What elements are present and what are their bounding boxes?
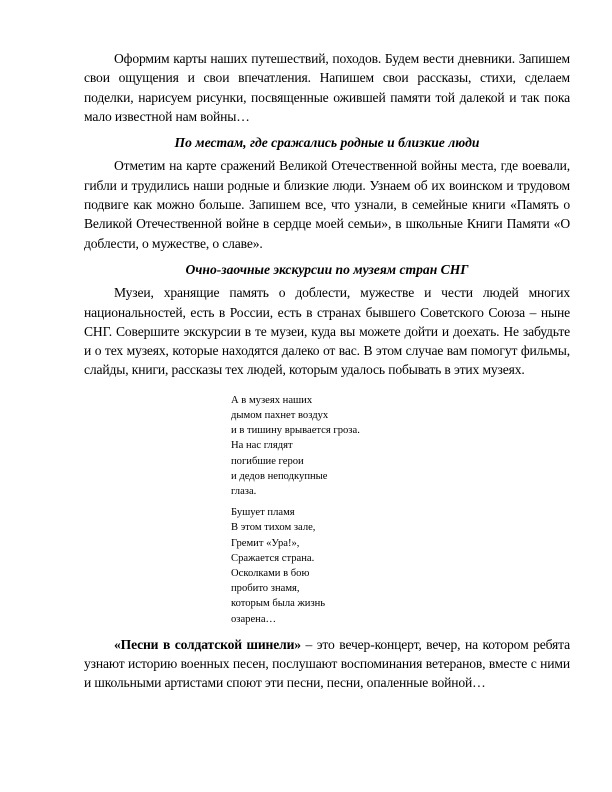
poem-stanza-1: [231, 393, 570, 499]
poem-line: погибшие герои: [231, 455, 304, 467]
poem-line: озарена…: [231, 613, 277, 625]
concert-description: – это вечер-концерт, вечер, на котором ребята узнают историю военных песен, послушают воспоминания ветеранов, вместе с ними и школьными артистами споют эти песни, песни, опаленные войной…: [84, 636, 570, 691]
paragraph-family-memory: Отметим на карте сражений Великой Отечественной войны места, где воевали, гибли и трудились наши родные и близкие люди. Узнаем об их воинском и трудовом подвиге как можно больше. Запишем все, что узнали, в семейные книги «Память о Великой Отечественной войне в сердце моей семьи», в школьные Книги Памяти «О доблести, о мужестве, о славе».: [84, 158, 570, 251]
poem: [231, 393, 570, 627]
poem-line: которым была жизнь: [231, 598, 326, 610]
paragraph-maps-diaries: Оформим карты наших путешествий, походов. Будем вести дневники. Запишем свои ощущения и свои впечатления. Напишем свои рассказы, стихи, сделаем поделки, нарисуем рисунки, посвященные ожившей памяти той далекой и так пока мало известной нам войны…: [84, 51, 570, 124]
poem-line: Сражается страна.: [231, 552, 315, 564]
heading-museum-excursions: Очно-заочные экскурсии по музеям стран СНГ: [185, 261, 469, 277]
poem-line: Осколками в бою: [231, 567, 310, 579]
poem-stanza-2: [231, 505, 570, 627]
paragraph-museums: Музеи, хранящие память о доблести, мужестве и чести людей многих национальностей, есть в России, есть в странах бывшего Советского Союза – ныне СНГ. Совершите экскурсии в те музеи, куда вы можете дойти и доехать. Не забудьте и о тех музеях, которые находятся далеко от вас. В этом случае вам помогут фильмы, слайды, книги, рассказы тех людей, которым удалось побывать в этих музеях.: [84, 285, 570, 378]
poem-line: и в тишину врывается гроза.: [231, 425, 360, 437]
concert-title: «Песни в солдатской шинели»: [114, 636, 301, 652]
poem-line: Бушует пламя: [231, 507, 295, 519]
poem-line: глаза.: [231, 485, 257, 497]
poem-line: пробито знамя,: [231, 583, 300, 595]
poem-line: А в музеях наших: [231, 394, 313, 406]
poem-line: дымом пахнет воздух: [231, 409, 329, 421]
paragraph-concert: [84, 635, 570, 693]
document-page: [84, 49, 570, 693]
poem-line: Гремит «Ура!»,: [231, 537, 300, 549]
poem-line: На нас глядят: [231, 440, 293, 452]
poem-line: В этом тихом зале,: [231, 522, 316, 534]
heading-places-of-battles: По местам, где сражались родные и близкие люди: [174, 135, 480, 151]
poem-line: и дедов неподкупные: [231, 470, 328, 482]
